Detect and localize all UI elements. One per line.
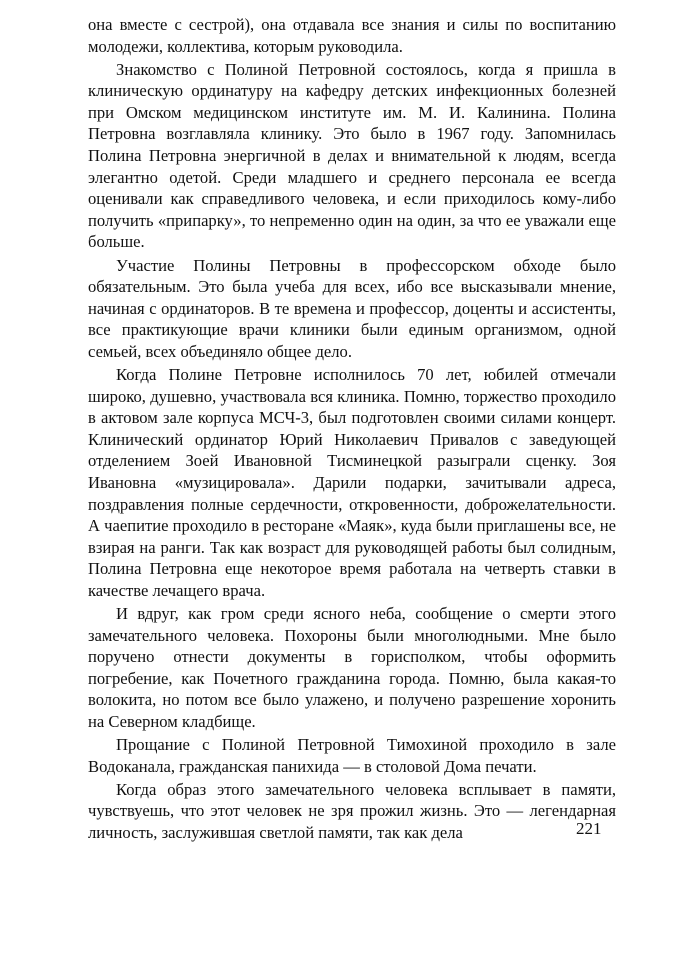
paragraph: Прощание с Полиной Петровной Тимохиной проходило в зале Водоканала, гражданская панихида — в столовой Дома печати. — [88, 735, 616, 776]
paragraph-continuation: она вместе с сестрой), она отдавала все знания и силы по воспитанию молодежи, коллектива, которым руководила. — [88, 15, 616, 56]
paragraph: Участие Полины Петровны в профессорском обходе было обязательным. Это была учеба для всех, ибо все высказывали мнение, начиная с ординаторов. В те времена и профессор, доценты и ассистенты, все практикующие врачи клиники были единым организмом, одной семьей, всех объединяло общее дело. — [88, 255, 616, 361]
page-number: 221 — [576, 819, 602, 838]
paragraph: Когда Полине Петровне исполнилось 70 лет, юбилей отмечали широко, душевно, участвовала вся клиника. Помню, торжество проходило в актовом зале корпуса МСЧ-3, был подготовлен своими силами концерт. Клинический ординатор Юрий Николаевич Привалов с заведующей отделением Зоей Ивановной Тисминецкой разыграли сценку. Зоя Ивановна «музицировала». Дарили подарки, зачитывали адреса, поздравления полные сердечности, откровенности, доброжелательности. А чаепитие проходило в ресторане «Маяк», куда были приглашены все, не взирая на ранги. Так как возраст для руководящей работы был солидным, Полина Петровна еще некоторое время работала на четверть ставки в качестве лечащего врача. — [88, 365, 616, 600]
paragraph: Знакомство с Полиной Петровной состоялось, когда я пришла в клиническую ординатуру на кафедру детских инфекционных болезней при Омском медицинском институте им. М. И. Калинина. Полина Петровна возглавляла клинику. Это было в 1967 году. Запомнилась Полина Петровна энергичной в делах и внимательной к людям, всегда элегантно одетой. Среди младшего и среднего персонала ее всегда оценивали как справедливого человека, и если приходилось кому-либо получить «припарку», то непременно один на один, за что ее уважали еще больше. — [88, 59, 616, 252]
body-text — [88, 14, 616, 845]
paragraph: И вдруг, как гром среди ясного неба, сообщение о смерти этого замечательного человека. Похороны были многолюдными. Мне было поручено отнести документы в горисполком, чтобы оформить погребение, как Почетного гражданина города. Помню, была какая-то волокита, но потом все было улажено, и получено разрешение хоронить на Северном кладбище. — [88, 604, 616, 731]
paragraph: Когда образ этого замечательного человека всплывает в памяти, чувствуешь, что этот человек не зря прожил жизнь. Это — легендарная личность, заслужившая светлой памяти, так как дела — [88, 779, 616, 842]
